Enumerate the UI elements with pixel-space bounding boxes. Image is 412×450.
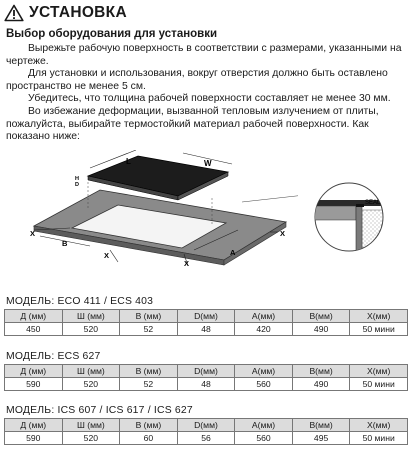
section-title: УСТАНОВКА [29, 4, 127, 21]
value-cell: 50 мини [350, 323, 408, 336]
header-cell: Ш (мм) [62, 365, 120, 378]
value-cell: 520 [62, 323, 120, 336]
value-cell: 450 [5, 323, 63, 336]
model-title-3: МОДЕЛЬ: ICS 607 / ICS 617 / ICS 627 [6, 405, 193, 416]
label-d: D [75, 182, 79, 188]
header-cell: В(мм) [292, 310, 350, 323]
label-x-front: X [104, 251, 110, 260]
spec-table-3 [4, 418, 408, 445]
label-seal: SEAL [365, 200, 381, 206]
header-cell: А(мм) [235, 419, 293, 432]
installation-diagram [28, 150, 298, 272]
label-x-right: X [184, 259, 190, 268]
spec-table-2 [4, 364, 408, 391]
header-cell: D(мм) [177, 310, 235, 323]
header-cell: Х(мм) [350, 365, 408, 378]
header-cell: В (мм) [120, 419, 178, 432]
label-h: H [75, 176, 79, 182]
model-title-1: МОДЕЛЬ: ECO 411 / ECS 403 [6, 296, 154, 307]
label-a: A [230, 248, 236, 257]
value-cell: 48 [177, 323, 235, 336]
header-cell: А(мм) [235, 310, 293, 323]
subsection-title: Выбор оборудования для установки [6, 28, 218, 40]
value-cell: 520 [62, 432, 120, 445]
header-cell: Ш (мм) [62, 419, 120, 432]
value-cell: 490 [292, 378, 350, 391]
value-cell: 60 [120, 432, 178, 445]
label-b: B [62, 239, 68, 248]
header-cell: D(мм) [177, 419, 235, 432]
paragraph-clearance: Для установки и использования, вокруг отверстия должно быть оставлено пространство не менее 5 см. [6, 68, 388, 92]
value-cell: 56 [177, 432, 235, 445]
spec-table-1 [4, 309, 408, 336]
paragraph-cutout: Вырежьте рабочую поверхность в соответствии с размерами, указанными на чертеже. [6, 43, 402, 67]
header-cell: Д (мм) [5, 310, 63, 323]
label-l: L [126, 157, 131, 166]
value-cell: 560 [235, 432, 293, 445]
value-cell: 50 мини [350, 378, 408, 391]
instructions [6, 43, 408, 144]
value-cell: 520 [62, 378, 120, 391]
section-header [4, 3, 408, 23]
label-x-left: X [30, 229, 36, 238]
header-cell: Д (мм) [5, 365, 63, 378]
value-cell: 420 [235, 323, 293, 336]
value-cell: 590 [5, 378, 63, 391]
header-cell: А(мм) [235, 365, 293, 378]
header-cell: В (мм) [120, 310, 178, 323]
label-x-side: X [280, 229, 286, 238]
paragraph-thickness: Убедитесь, что толщина рабочей поверхности составляет не менее 30 мм. [28, 93, 391, 105]
warning-triangle-icon [4, 4, 24, 22]
header-cell: В(мм) [292, 419, 350, 432]
value-cell: 495 [292, 432, 350, 445]
value-cell: 560 [235, 378, 293, 391]
value-cell: 52 [120, 378, 178, 391]
header-cell: Х(мм) [350, 310, 408, 323]
header-cell: Ш (мм) [62, 310, 120, 323]
header-cell: Д (мм) [5, 419, 63, 432]
header-cell: D(мм) [177, 365, 235, 378]
header-cell: В(мм) [292, 365, 350, 378]
header-cell: Х(мм) [350, 419, 408, 432]
value-cell: 50 мини [350, 432, 408, 445]
model-title-2: МОДЕЛЬ: ECS 627 [6, 351, 101, 362]
value-cell: 490 [292, 323, 350, 336]
label-w: W [204, 159, 212, 168]
header-cell: В (мм) [120, 365, 178, 378]
paragraph-material: Во избежание деформации, вызванной тепловым излучением от плиты, пожалуйста, выбирайте термостойкий материал рабочей поверхности. Как показано ниже: [6, 105, 379, 143]
value-cell: 48 [177, 378, 235, 391]
seal-detail [312, 180, 386, 254]
value-cell: 590 [5, 432, 63, 445]
value-cell: 52 [120, 323, 178, 336]
